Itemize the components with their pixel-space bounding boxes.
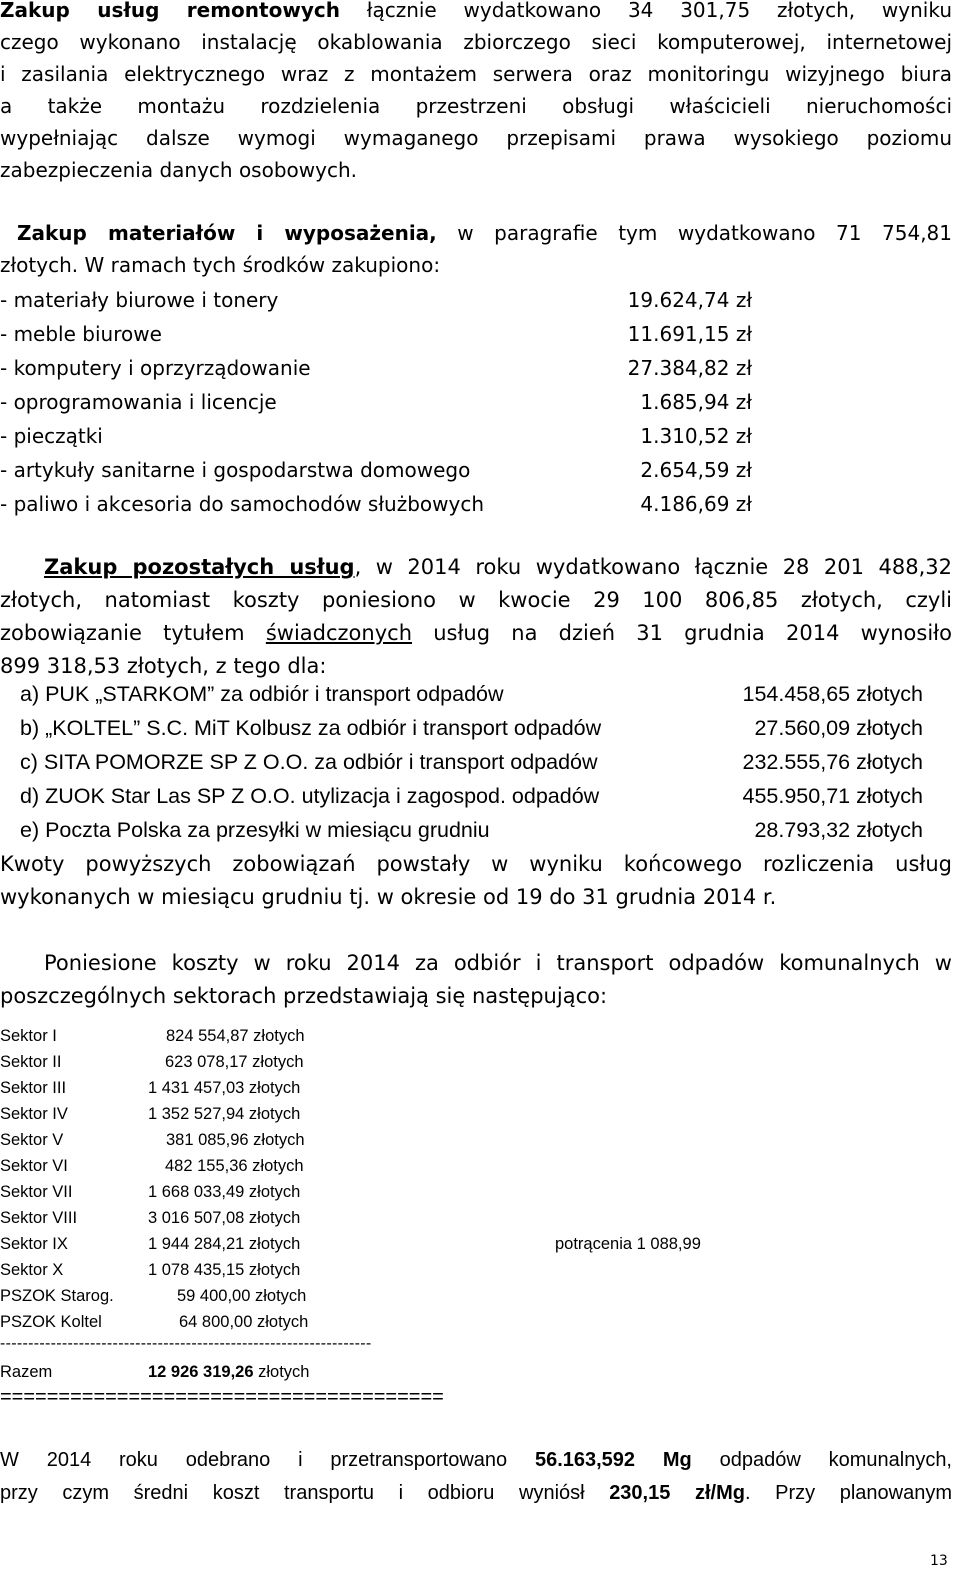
- sector-value: 623 078,17 złotych: [165, 1053, 304, 1071]
- contractor-value: 154.458,65 złotych: [742, 682, 923, 706]
- sector-value: 64 800,00 złotych: [179, 1313, 309, 1331]
- material-value: 27.384,82 zł: [627, 356, 752, 380]
- para3-line-2: złotych, natomiast koszty poniesiono w kwocie 29 100 806,85 złotych, czyli: [0, 588, 952, 612]
- sector-label: PSZOK Starog.: [0, 1287, 114, 1305]
- contractor-value: 28.793,32 złotych: [754, 818, 923, 842]
- heading-materials: Zakup materiałów i wyposażenia,: [17, 221, 437, 245]
- sector-label: Sektor V: [0, 1131, 64, 1149]
- contractor-item: [0, 779, 952, 813]
- total-value: 12 926 319,26 złotych: [148, 1363, 310, 1381]
- sector-value: 1 668 033,49 złotych: [148, 1183, 301, 1201]
- sector-row: [0, 1023, 952, 1050]
- para3-line-3: zobowiązanie tytułem świadczonych usług na dzień 31 grudnia 2014 wynosiło: [0, 621, 952, 645]
- material-value: 1.685,94 zł: [640, 390, 752, 414]
- para3-closing-2: wykonanych w miesiącu grudniu tj. w okresie od 19 do 31 grudnia 2014 r.: [0, 885, 777, 909]
- para1-line-4: a także montażu rozdzielenia przestrzeni obsługi właścicieli nieruchomości: [0, 94, 952, 118]
- sector-row: [0, 1153, 952, 1180]
- contractor-value: 455.950,71 złotych: [742, 784, 923, 808]
- sector-label: Sektor VIII: [0, 1209, 78, 1227]
- material-label: - artykuły sanitarne i gospodarstwa domowego: [0, 458, 471, 482]
- material-label: - paliwo i akcesoria do samochodów służbowych: [0, 492, 485, 516]
- material-value: 1.310,52 zł: [640, 424, 752, 448]
- para1-line-2: czego wykonano instalację okablowania zbiorczego sieci komputerowej, internetowej: [0, 30, 952, 54]
- contractor-label: a) PUK „STARKOM” za odbiór i transport odpadów: [20, 682, 504, 706]
- material-item: [0, 319, 952, 349]
- sector-value: 3 016 507,08 złotych: [148, 1209, 301, 1227]
- sector-value: 1 431 457,03 złotych: [148, 1079, 301, 1097]
- sector-value: 1 078 435,15 złotych: [148, 1261, 301, 1279]
- para2-line-1: Zakup materiałów i wyposażenia, w paragrafie tym wydatkowano 71 754,81: [17, 221, 952, 245]
- sector-row: [0, 1101, 952, 1128]
- para5-line-2: przy czym średni koszt transportu i odbioru wyniósł 230,15 zł/Mg. Przy planowanym: [0, 1482, 952, 1504]
- material-label: - materiały biurowe i tonery: [0, 288, 279, 312]
- contractor-item: [0, 711, 952, 745]
- material-item: [0, 285, 952, 315]
- para1-line-1: Zakup usług remontowych łącznie wydatkowano 34 301,75 złotych, wyniku: [0, 0, 952, 22]
- double-rule: ======================================: [0, 1386, 444, 1408]
- sector-label: Sektor IX: [0, 1235, 68, 1253]
- material-item: [0, 353, 952, 383]
- dash-rule: ------------------------------------------------------------------: [0, 1335, 372, 1352]
- contractor-value: 27.560,09 złotych: [754, 716, 923, 740]
- material-label: - komputery i oprzyrządowanie: [0, 356, 311, 380]
- sector-value: 1 352 527,94 złotych: [148, 1105, 301, 1123]
- sector-row: [0, 1049, 952, 1076]
- sector-value: 824 554,87 złotych: [166, 1027, 305, 1045]
- material-value: 2.654,59 zł: [640, 458, 752, 482]
- contractor-item: [0, 813, 952, 847]
- para4-line-2: poszczególnych sektorach przedstawiają się następująco:: [0, 984, 608, 1008]
- page-number: 13: [930, 1553, 948, 1569]
- total-row: [0, 1359, 700, 1386]
- material-item: [0, 421, 952, 451]
- sector-row: [0, 1231, 952, 1258]
- material-label: - oprogramowania i licencje: [0, 390, 277, 414]
- total-label: Razem: [0, 1363, 53, 1381]
- sector-label: Sektor III: [0, 1079, 67, 1097]
- sector-label: Sektor X: [0, 1261, 64, 1279]
- material-item: [0, 489, 952, 519]
- para1-line-3: i zasilania elektrycznego wraz z montażem serwera oraz monitoringu wizyjnego biura: [0, 62, 952, 86]
- sector-value: 381 085,96 złotych: [166, 1131, 305, 1149]
- sector-label: Sektor I: [0, 1027, 57, 1045]
- sector-value: 482 155,36 złotych: [165, 1157, 304, 1175]
- material-value: 19.624,74 zł: [627, 288, 752, 312]
- para5-line-1: W 2014 roku odebrano i przetransportowano 56.163,592 Mg odpadów komunalnych,: [0, 1449, 952, 1471]
- sector-row: [0, 1309, 952, 1336]
- para3-line-1: Zakup pozostałych usług, w 2014 roku wydatkowano łącznie 28 201 488,32: [44, 555, 952, 579]
- contractor-label: e) Poczta Polska za przesyłki w miesiącu grudniu: [20, 818, 490, 842]
- sector-row: [0, 1179, 952, 1206]
- material-label: - meble biurowe: [0, 322, 162, 346]
- heading-other-services: Zakup pozostałych usług: [44, 555, 355, 579]
- contractor-label: c) SITA POMORZE SP Z O.O. za odbiór i transport odpadów: [20, 750, 598, 774]
- material-item: [0, 455, 952, 485]
- sector-label: Sektor II: [0, 1053, 62, 1071]
- material-value: 11.691,15 zł: [627, 322, 752, 346]
- sector-label: PSZOK Koltel: [0, 1313, 102, 1331]
- para1-line-6: zabezpieczenia danych osobowych.: [0, 158, 357, 182]
- contractor-item: [0, 745, 952, 779]
- sector-row: [0, 1075, 952, 1102]
- material-label: - pieczątki: [0, 424, 103, 448]
- contractor-item: [0, 677, 952, 711]
- sector-label: Sektor IV: [0, 1105, 68, 1123]
- contractor-label: b) „KOLTEL” S.C. MiT Kolbusz za odbiór i transport odpadów: [20, 716, 602, 740]
- sector-row: [0, 1257, 952, 1284]
- material-value: 4.186,69 zł: [640, 492, 752, 516]
- contractor-label: d) ZUOK Star Las SP Z O.O. utylizacja i zagospod. odpadów: [20, 784, 600, 808]
- sector-label: Sektor VI: [0, 1157, 68, 1175]
- sector-value: 59 400,00 złotych: [177, 1287, 307, 1305]
- sector-row: [0, 1283, 952, 1310]
- material-item: [0, 387, 952, 417]
- para1-line-5: wypełniając dalsze wymogi wymaganego przepisami prawa wysokiego poziomu: [0, 126, 952, 150]
- contractor-value: 232.555,76 złotych: [742, 750, 923, 774]
- sector-label: Sektor VII: [0, 1183, 73, 1201]
- para3-closing-1: Kwoty powyższych zobowiązań powstały w wyniku końcowego rozliczenia usług: [0, 852, 952, 876]
- sector-row: [0, 1205, 952, 1232]
- para3-line-4: 899 318,53 złotych, z tego dla:: [0, 654, 327, 678]
- heading-remont-services: Zakup usług remontowych: [0, 0, 340, 22]
- sector-value: 1 944 284,21 złotych: [148, 1235, 301, 1253]
- para4-line-1: Poniesione koszty w roku 2014 za odbiór i transport odpadów komunalnych w: [44, 951, 952, 975]
- sector-note: potrącenia 1 088,99: [555, 1235, 701, 1253]
- sector-row: [0, 1127, 952, 1154]
- para2-line-2: złotych. W ramach tych środków zakupiono:: [0, 253, 441, 277]
